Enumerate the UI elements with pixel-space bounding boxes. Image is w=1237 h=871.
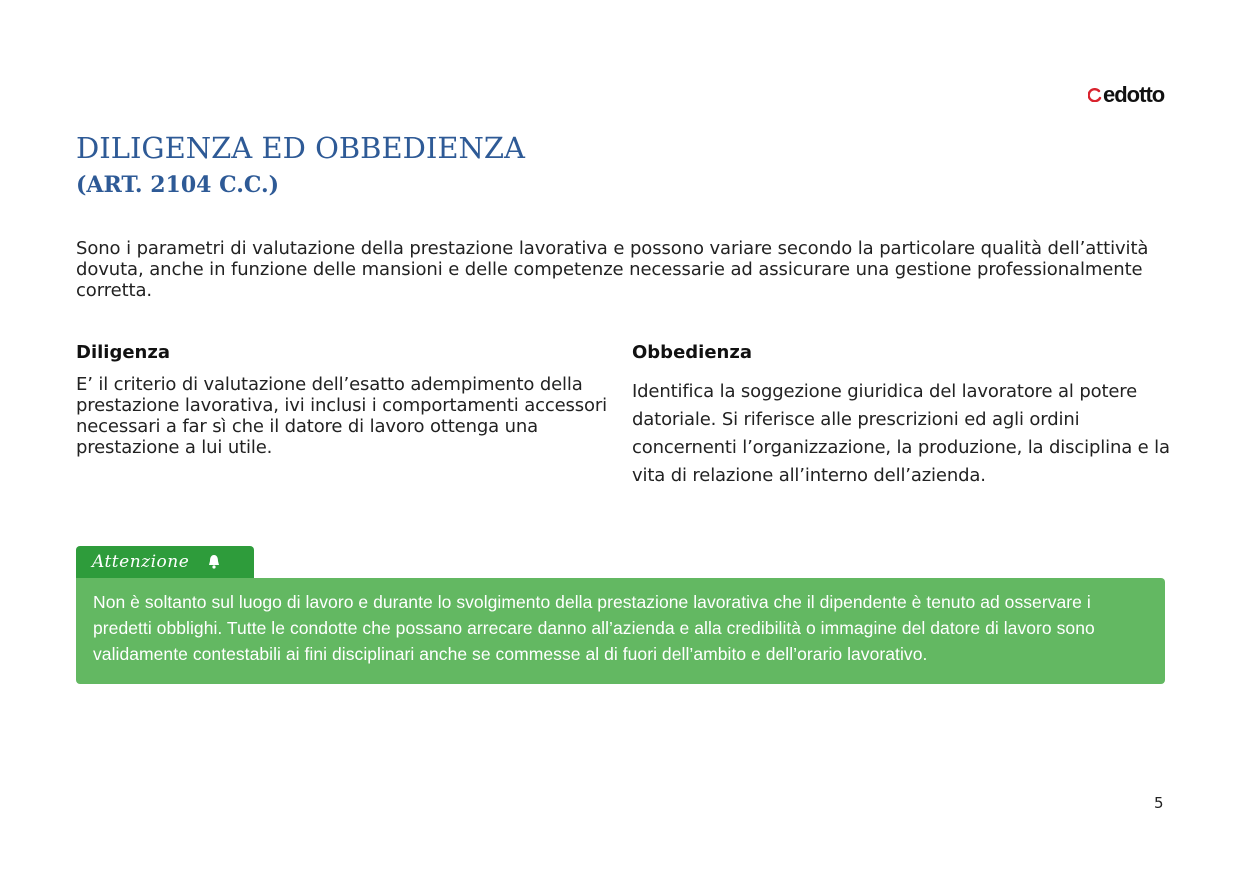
intro-paragraph: Sono i parametri di valutazione della prestazione lavorativa e possono variare secondo la particolare qualità dell’attività dovuta, anche in funzione delle mansioni e delle competenze necessarie ad assicurare una gestione professionalmente corretta.: [76, 238, 1149, 301]
attention-tab: [76, 546, 254, 578]
obbedienza-heading: Obbedienza: [632, 342, 752, 363]
attention-box: [76, 578, 1165, 684]
diligenza-text: E’ il criterio di valutazione dell’esatto adempimento della prestazione lavorativa, ivi inclusi i comportamenti accessori necessari a far sì che il datore di lavoro ottenga una prestazione a lui utile.: [76, 374, 607, 458]
edotto-logo: [1088, 82, 1164, 108]
logo-text: edotto: [1103, 82, 1165, 107]
page-subtitle: (ART. 2104 C.C.): [76, 172, 280, 198]
logo-swoosh-icon: [1088, 88, 1102, 102]
page-number: 5: [1154, 794, 1164, 812]
page-title: DILIGENZA ED OBBEDIENZA: [76, 131, 525, 165]
bell-icon: [207, 554, 221, 570]
obbedienza-text: Identifica la soggezione giuridica del lavoratore al potere datoriale. Si riferisce alle prescrizioni ed agli ordini concernenti l’organizzazione, la produzione, la disciplina e la vita di relazione all’interno dell’azienda.: [632, 381, 1170, 486]
attention-label: Attenzione: [92, 552, 190, 572]
attention-text: Non è soltanto sul luogo di lavoro e durante lo svolgimento della prestazione lavorativa che il dipendente è tenuto ad osservare i predetti obblighi. Tutte le condotte che possano arrecare danno all’azienda e alla credibilità o immagine del datore di lavoro sono validamente contestabili ai fini disciplinari anche se commesse al di fuori dell’ambito e dell’orario lavorativo.: [93, 592, 1095, 664]
diligenza-heading: Diligenza: [76, 342, 170, 363]
